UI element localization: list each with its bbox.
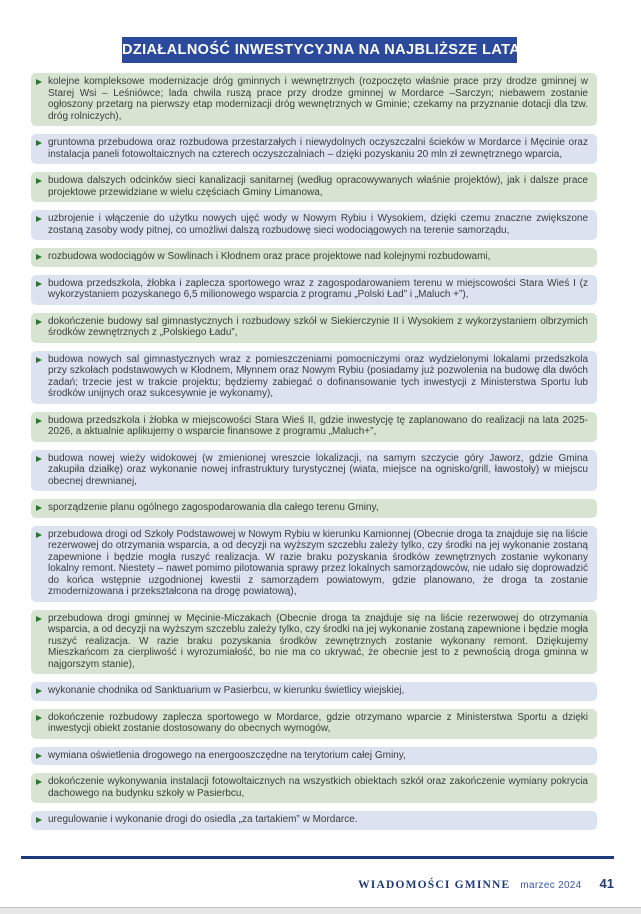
list-item (31, 134, 597, 164)
bullet-triangle-icon (36, 319, 42, 325)
bullet-triangle-icon (36, 79, 42, 85)
list-item (31, 811, 597, 830)
page-number: 41 (599, 876, 614, 891)
list-item (31, 526, 597, 602)
footer (0, 876, 614, 891)
item-text: budowa przedszkola, żłobka i zaplecza sportowego wraz z zagospodarowaniem terenu w miejscowości Stara Wieś I (z wykorzystaniem pozyskanego 6,5 milionowego wsparcia z programu „Polski Ład” i „Maluch +”), (48, 277, 588, 300)
item-text: budowa przedszkola i żłobka w miejscowości Stara Wieś II, gdzie inwestycję tę zaplanowano do realizacji na lata 2025-2026, a aktualnie aplikujemy o wsparcie finansowe z programu „Maluch+”, (48, 414, 588, 437)
item-text: budowa nowej wieży widokowej (w zmienionej wreszcie lokalizacji, na samym szczycie góry Jaworz, gdzie Gmina zakupiła działkę) oraz wykonanie nowej infrastruktury turystycznej (wiata, miejsce na ognisko/grill, ławostoły) w miejscu obecnej drewnianej, (48, 452, 588, 487)
list-item (31, 210, 597, 240)
bullet-triangle-icon (36, 779, 42, 785)
item-text: wymiana oświetlenia drogowego na energooszczędne na terytorium całej Gminy, (48, 749, 406, 761)
list-item (31, 412, 597, 442)
list-item (31, 610, 597, 675)
bullet-triangle-icon (36, 817, 42, 823)
bullet-triangle-icon (36, 456, 42, 462)
scan-edge-strip (0, 907, 641, 914)
bullet-triangle-icon (36, 688, 42, 694)
item-text: budowa dalszych odcinków sieci kanalizacji sanitarnej (według opracowywanych właśnie projektów), jak i dalsze prace projektowe przewidziane w wielu częściach Gminy Limanowa, (48, 175, 588, 198)
item-text: uregulowanie i wykonanie drogi do osiedla „za tartakiem” w Mordarce. (48, 814, 358, 825)
bullet-triangle-icon (36, 532, 42, 538)
list-item (31, 709, 597, 739)
item-text: sporządzenie planu ogólnego zagospodarowania dla całego terenu Gminy, (48, 502, 379, 513)
list-item (31, 747, 597, 766)
journal-name: WIADOMOŚCI GMINNE (358, 879, 511, 891)
list-item (31, 499, 597, 518)
bullet-triangle-icon (36, 357, 42, 363)
item-text: wykonanie chodnika od Sanktuarium w Pasierbcu, w kierunku świetlicy wiejskiej, (48, 685, 405, 696)
list-item (31, 73, 597, 126)
item-text: przebudowa drogi gminnej w Męcinie-Miczakach (Obecnie droga ta znajduje się na liście rezerwowej do otrzymania wsparcia, a od decyzji na wyższym szczeblu zależy tylko, czy środki na jej wykonanie zostaną zapewnione i będzie mogła ruszyć realizacja. W razie braku pozyskania środków zewnętrznych zostanie wykonany remont. Dziękujemy Mieszkańcom za cierpliwość i wyrozumiałość, bo nie ma co ukrywać, że obecnie jest to z pewnością droga gminna w najgorszym stanie), (48, 612, 588, 670)
footer-rule (21, 856, 614, 859)
issue-date: marzec 2024 (520, 880, 582, 891)
item-text: dokończenie rozbudowy zaplecza sportowego w Mordarce, gdzie otrzymano wparcie z Ministerstwa Sportu a dzięki inwestycji obiekt zostanie dostosowany do obecnych wymogów, (48, 711, 588, 734)
list-item (31, 773, 597, 803)
bullet-triangle-icon (36, 254, 42, 260)
item-text: dokończenie wykonywania instalacji fotowoltaicznych na wszystkich obiektach szkół oraz zakończenie wymiany pokrycia dachowego na budynku szkoły w Pasierbcu, (48, 776, 588, 799)
bullet-triangle-icon (36, 715, 42, 721)
list-item (31, 248, 597, 267)
page-title: DZIAŁALNOŚĆ INWESTYCYJNA NA NAJBLIŻSZE LATA (122, 37, 517, 63)
item-text: dokończenie budowy sal gimnastycznych i rozbudowy szkół w Siekierczynie II i Wysokiem z wykorzystaniem olbrzymich środków zewnętrznych z „Polskiego Ładu”, (48, 315, 588, 338)
bullet-triangle-icon (36, 418, 42, 424)
item-text: budowa nowych sal gimnastycznych wraz z pomieszczeniami pomocniczymi oraz wydzielonymi lokalami przedszkola przy szkołach podstawowych w Kłodnem, Młynnem oraz Nowym Rybiu (posiadamy już pozwolenia na budowę dla dwóch zadań; trzecie jest w trakcie projektu; będziemy zabiegać o dofinansowanie tych inwestycji z Ministerstwa Sportu lub środków unijnych oraz sukcesywnie je wykonamy), (48, 353, 588, 399)
bullet-triangle-icon (36, 505, 42, 511)
list-item (31, 172, 597, 202)
bullet-triangle-icon (36, 616, 42, 622)
item-text: rozbudowa wodociągów w Sowlinach i Kłodnem oraz prace projektowe nad kolejnymi rozbudowami, (48, 251, 491, 262)
item-text: gruntowna przebudowa oraz rozbudowa przestarzałych i niewydolnych oczyszczalni ścieków w Mordarce i Męcinie oraz instalacja paneli fotowoltaicznych na czterech oczyszczalniach – dzięki pozyskaniu 20 mln zł zewnętrznego wparcia, (48, 137, 588, 160)
list-item (31, 682, 597, 701)
item-text: kolejne kompleksowe modernizacje dróg gminnych i wewnętrznych (rozpoczęto właśnie prace przy drodze gminnej w Starej Wsi – Leśniówce; lada chwila ruszą prace przy drodze gminnej w Mordarce –Sarczyn; niebawem zostanie ogłoszony przetarg na pierwszy etap modernizacji dróg wewnętrznych w Gminie; czekamy na przyznanie dotacji dla tzw. dróg rolniczych), (48, 76, 588, 122)
bullet-triangle-icon (36, 216, 42, 222)
list-item (31, 351, 597, 404)
bullet-triangle-icon (36, 140, 42, 146)
item-text: uzbrojenie i włączenie do użytku nowych ujęć wody w Nowym Rybiu i Wysokiem, dzięki czemu znaczne zwiększone zostaną zasoby wody pitnej, co umożliwi dalszą rozbudowę sieci wodociągowych na terenie samorządu, (48, 213, 588, 236)
bullet-triangle-icon (36, 281, 42, 287)
bullet-triangle-icon (36, 753, 42, 759)
list-item (31, 313, 597, 343)
list-item (31, 450, 597, 492)
item-text: przebudowa drogi od Szkoły Podstawowej w Nowym Rybiu w kierunku Kamionnej (Obecnie droga ta znajduje się na liście rezerwowej do otrzymania wsparcia, a od decyzji na wyższym szczeblu zależy tylko, czy środki na jej wykonanie zostaną zapewnione i będzie mogła ruszyć realizacja. W razie braku pozyskania środków zewnętrznych zostanie wykonany lokalny remont. Niestety – nawet pomimo pilotowania sprawy przez lokalnych samorządowców, nie udało się doprowadzić do końca wstępnie uzgodnionej kwestii z samorządem powiatowym, gdzie planowano, że droga ta zostanie zmodernizowana i przekształcona na drogę powiatową), (48, 528, 588, 597)
list-item (31, 275, 597, 305)
investment-list (31, 73, 597, 838)
bullet-triangle-icon (36, 178, 42, 184)
